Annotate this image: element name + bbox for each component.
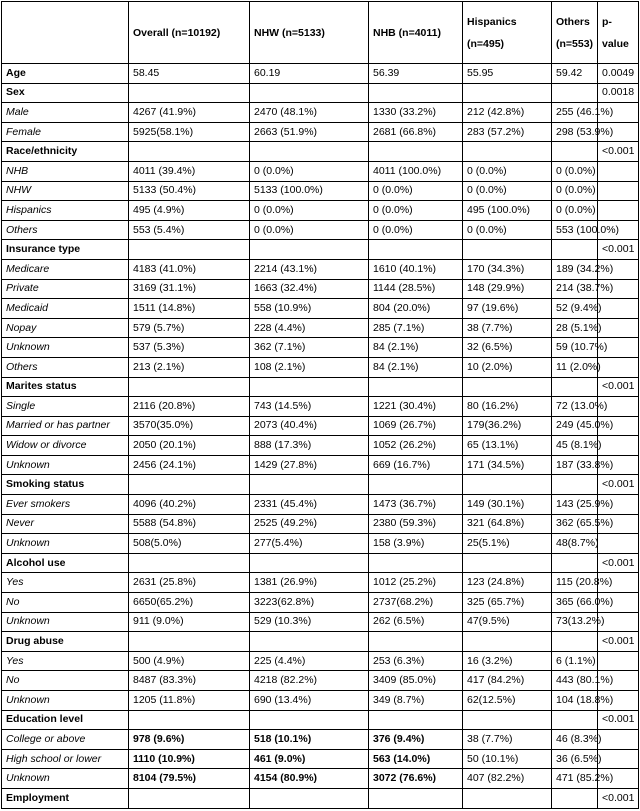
cell-variable: Unknown	[2, 769, 129, 789]
cell-others: 0 (0.0%)	[552, 161, 598, 181]
cell-p-value	[598, 357, 639, 377]
table-row	[2, 534, 639, 554]
table-row	[2, 769, 639, 789]
cell-hispanics: 55.95	[463, 64, 552, 84]
cell-hispanics: 10 (2.0%)	[463, 357, 552, 377]
cell-nhb	[369, 632, 463, 652]
cell-others	[552, 377, 598, 397]
cell-overall: 213 (2.1%)	[129, 357, 250, 377]
cell-p-value	[598, 201, 639, 221]
cell-nhb: 3409 (85.0%)	[369, 671, 463, 691]
cell-overall: 553 (5.4%)	[129, 220, 250, 240]
cell-variable: Nopay	[2, 318, 129, 338]
cell-p-value: <0.001	[598, 788, 639, 808]
cell-nhw: 461 (9.0%)	[250, 749, 369, 769]
cell-nhb: 0 (0.0%)	[369, 201, 463, 221]
cell-hispanics	[463, 240, 552, 260]
table-row	[2, 181, 639, 201]
cell-variable: Sex	[2, 83, 129, 103]
cell-others: 36 (6.5%)	[552, 749, 598, 769]
table-row	[2, 573, 639, 593]
cell-hispanics: 179(36.2%)	[463, 416, 552, 436]
cell-p-value	[598, 161, 639, 181]
table-row	[2, 691, 639, 711]
table-row	[2, 514, 639, 534]
cell-nhb: 1052 (26.2%)	[369, 436, 463, 456]
cell-others: 365 (66.0%)	[552, 593, 598, 613]
cell-nhb: 285 (7.1%)	[369, 318, 463, 338]
cell-p-value	[598, 318, 639, 338]
cell-nhw: 2331 (45.4%)	[250, 495, 369, 515]
cell-hispanics	[463, 632, 552, 652]
cell-hispanics: 149 (30.1%)	[463, 495, 552, 515]
cell-nhb: 253 (6.3%)	[369, 651, 463, 671]
cell-nhw: 2214 (43.1%)	[250, 259, 369, 279]
cell-variable: Hispanics	[2, 201, 129, 221]
cell-nhb: 376 (9.4%)	[369, 730, 463, 750]
cell-hispanics: 80 (16.2%)	[463, 397, 552, 417]
cell-overall: 1511 (14.8%)	[129, 299, 250, 319]
cell-nhw: 2525 (49.2%)	[250, 514, 369, 534]
cell-p-value: <0.001	[598, 142, 639, 162]
cell-variable: Others	[2, 220, 129, 240]
cell-hispanics	[463, 553, 552, 573]
cell-others: 471 (85.2%)	[552, 769, 598, 789]
cell-p-value	[598, 181, 639, 201]
cell-variable: Unknown	[2, 534, 129, 554]
cell-overall: 4096 (40.2%)	[129, 495, 250, 515]
cell-nhb: 1330 (33.2%)	[369, 103, 463, 123]
cell-nhw: 108 (2.1%)	[250, 357, 369, 377]
cell-p-value	[598, 436, 639, 456]
cell-nhw: 1663 (32.4%)	[250, 279, 369, 299]
cell-hispanics: 0 (0.0%)	[463, 181, 552, 201]
cell-variable: Yes	[2, 651, 129, 671]
cell-others: 0 (0.0%)	[552, 181, 598, 201]
cell-hispanics: 0 (0.0%)	[463, 220, 552, 240]
table-row	[2, 436, 639, 456]
cell-hispanics: 321 (64.8%)	[463, 514, 552, 534]
table-row	[2, 455, 639, 475]
cell-nhb: 2380 (59.3%)	[369, 514, 463, 534]
table-group-row	[2, 632, 639, 652]
cell-nhb: 1069 (26.7%)	[369, 416, 463, 436]
cell-overall: 3570(35.0%)	[129, 416, 250, 436]
cell-hispanics: 495 (100.0%)	[463, 201, 552, 221]
cell-nhw: 5133 (100.0%)	[250, 181, 369, 201]
table-group-row	[2, 553, 639, 573]
cell-overall: 911 (9.0%)	[129, 612, 250, 632]
cell-overall	[129, 788, 250, 808]
cell-hispanics: 32 (6.5%)	[463, 338, 552, 358]
table-row	[2, 161, 639, 181]
cell-nhw: 518 (10.1%)	[250, 730, 369, 750]
cell-nhb: 669 (16.7%)	[369, 455, 463, 475]
cell-others: 72 (13.0%)	[552, 397, 598, 417]
cell-hispanics: 170 (34.3%)	[463, 259, 552, 279]
cell-nhb: 158 (3.9%)	[369, 534, 463, 554]
cell-variable: Private	[2, 279, 129, 299]
cell-overall: 8487 (83.3%)	[129, 671, 250, 691]
cell-nhb: 3072 (76.6%)	[369, 769, 463, 789]
header-row	[2, 2, 639, 64]
cell-nhw	[250, 553, 369, 573]
table-row	[2, 103, 639, 123]
cell-nhw: 888 (17.3%)	[250, 436, 369, 456]
cell-overall	[129, 83, 250, 103]
cell-overall: 4183 (41.0%)	[129, 259, 250, 279]
cell-others: 298 (53.9%)	[552, 122, 598, 142]
cell-variable: Never	[2, 514, 129, 534]
cell-nhb: 56.39	[369, 64, 463, 84]
cell-overall: 495 (4.9%)	[129, 201, 250, 221]
cell-hispanics: 38 (7.7%)	[463, 318, 552, 338]
cell-overall: 1205 (11.8%)	[129, 691, 250, 711]
cell-variable: Male	[2, 103, 129, 123]
table-row	[2, 749, 639, 769]
cell-nhw: 0 (0.0%)	[250, 220, 369, 240]
cell-nhb: 0 (0.0%)	[369, 181, 463, 201]
cell-variable: Smoking status	[2, 475, 129, 495]
cell-overall: 3169 (31.1%)	[129, 279, 250, 299]
cell-hispanics	[463, 83, 552, 103]
cell-others: 115 (20.8%)	[552, 573, 598, 593]
cell-overall: 508(5.0%)	[129, 534, 250, 554]
table-row	[2, 299, 639, 319]
header-cell-others: Others (n=553)	[552, 2, 598, 64]
cell-others	[552, 83, 598, 103]
cell-variable: Female	[2, 122, 129, 142]
cell-p-value	[598, 534, 639, 554]
cell-nhb: 349 (8.7%)	[369, 691, 463, 711]
cell-others: 59 (10.7%)	[552, 338, 598, 358]
table-row	[2, 593, 639, 613]
cell-p-value: 0.0018	[598, 83, 639, 103]
cell-nhw: 0 (0.0%)	[250, 161, 369, 181]
cell-nhb: 84 (2.1%)	[369, 338, 463, 358]
cell-nhb: 563 (14.0%)	[369, 749, 463, 769]
cell-others: 255 (46.1%)	[552, 103, 598, 123]
cell-hispanics: 65 (13.1%)	[463, 436, 552, 456]
cell-variable: No	[2, 593, 129, 613]
cell-variable: NHB	[2, 161, 129, 181]
cell-nhb: 2737(68.2%)	[369, 593, 463, 613]
cell-variable: College or above	[2, 730, 129, 750]
table-group-row	[2, 710, 639, 730]
cell-others: 46 (8.3%)	[552, 730, 598, 750]
cell-others	[552, 710, 598, 730]
cell-variable: Single	[2, 397, 129, 417]
cell-hispanics: 25(5.1%)	[463, 534, 552, 554]
cell-hispanics: 38 (7.7%)	[463, 730, 552, 750]
cell-variable: Age	[2, 64, 129, 84]
cell-overall	[129, 553, 250, 573]
cell-others: 11 (2.0%)	[552, 357, 598, 377]
cell-nhw: 225 (4.4%)	[250, 651, 369, 671]
cell-nhw: 2073 (40.4%)	[250, 416, 369, 436]
cell-p-value: <0.001	[598, 553, 639, 573]
cell-hispanics	[463, 142, 552, 162]
cell-hispanics: 148 (29.9%)	[463, 279, 552, 299]
cell-others: 104 (18.8%)	[552, 691, 598, 711]
cell-hispanics: 283 (57.2%)	[463, 122, 552, 142]
cell-nhb: 2681 (66.8%)	[369, 122, 463, 142]
cell-others: 214 (38.7%)	[552, 279, 598, 299]
cell-others: 143 (25.9%)	[552, 495, 598, 515]
cell-p-value: <0.001	[598, 475, 639, 495]
table-row	[2, 357, 639, 377]
table-row	[2, 612, 639, 632]
header-cell-nhb: NHB (n=4011)	[369, 2, 463, 64]
cell-nhw: 277(5.4%)	[250, 534, 369, 554]
table-row	[2, 651, 639, 671]
cell-others: 52 (9.4%)	[552, 299, 598, 319]
cell-variable: No	[2, 671, 129, 691]
cell-variable: Medicare	[2, 259, 129, 279]
cell-overall: 5925(58.1%)	[129, 122, 250, 142]
header-cell-overall: Overall (n=10192)	[129, 2, 250, 64]
cell-nhw	[250, 632, 369, 652]
cell-variable: Alcohol use	[2, 553, 129, 573]
cell-nhw	[250, 142, 369, 162]
table-row	[2, 122, 639, 142]
table-row	[2, 338, 639, 358]
cell-overall: 58.45	[129, 64, 250, 84]
cell-nhw: 2470 (48.1%)	[250, 103, 369, 123]
cell-overall: 500 (4.9%)	[129, 651, 250, 671]
cell-nhw	[250, 710, 369, 730]
demographics-table	[1, 1, 639, 809]
cell-nhb: 1221 (30.4%)	[369, 397, 463, 417]
cell-variable: Married or has partner	[2, 416, 129, 436]
cell-hispanics: 62(12.5%)	[463, 691, 552, 711]
table-row	[2, 416, 639, 436]
cell-nhw	[250, 377, 369, 397]
table-group-row	[2, 475, 639, 495]
cell-variable: Insurance type	[2, 240, 129, 260]
cell-nhw	[250, 475, 369, 495]
cell-hispanics	[463, 475, 552, 495]
cell-variable: Unknown	[2, 338, 129, 358]
cell-nhb: 4011 (100.0%)	[369, 161, 463, 181]
cell-variable: Unknown	[2, 612, 129, 632]
cell-overall: 579 (5.7%)	[129, 318, 250, 338]
cell-overall	[129, 632, 250, 652]
cell-others	[552, 475, 598, 495]
table-row	[2, 259, 639, 279]
cell-others: 45 (8.1%)	[552, 436, 598, 456]
cell-overall: 2050 (20.1%)	[129, 436, 250, 456]
cell-others: 362 (65.5%)	[552, 514, 598, 534]
cell-p-value	[598, 749, 639, 769]
cell-nhb	[369, 240, 463, 260]
cell-hispanics: 50 (10.1%)	[463, 749, 552, 769]
cell-overall	[129, 240, 250, 260]
cell-hispanics: 417 (84.2%)	[463, 671, 552, 691]
cell-overall: 8104 (79.5%)	[129, 769, 250, 789]
cell-nhb: 1012 (25.2%)	[369, 573, 463, 593]
cell-variable: Unknown	[2, 455, 129, 475]
cell-p-value	[598, 730, 639, 750]
cell-nhw: 1429 (27.8%)	[250, 455, 369, 475]
cell-hispanics: 171 (34.5%)	[463, 455, 552, 475]
cell-hispanics: 325 (65.7%)	[463, 593, 552, 613]
cell-p-value: <0.001	[598, 710, 639, 730]
cell-others: 28 (5.1%)	[552, 318, 598, 338]
table-group-row	[2, 788, 639, 808]
table-group-row	[2, 83, 639, 103]
cell-nhb	[369, 475, 463, 495]
cell-overall: 4267 (41.9%)	[129, 103, 250, 123]
cell-nhb	[369, 710, 463, 730]
cell-nhb: 804 (20.0%)	[369, 299, 463, 319]
cell-nhw: 529 (10.3%)	[250, 612, 369, 632]
cell-nhw	[250, 240, 369, 260]
cell-others: 48(8.7%)	[552, 534, 598, 554]
cell-nhw	[250, 788, 369, 808]
cell-variable: Ever smokers	[2, 495, 129, 515]
cell-overall	[129, 475, 250, 495]
cell-variable: Employment	[2, 788, 129, 808]
cell-variable: Drug abuse	[2, 632, 129, 652]
cell-variable: Marites status	[2, 377, 129, 397]
cell-nhb	[369, 788, 463, 808]
cell-hispanics	[463, 377, 552, 397]
cell-p-value	[598, 299, 639, 319]
cell-others	[552, 240, 598, 260]
cell-overall: 1110 (10.9%)	[129, 749, 250, 769]
table-row	[2, 495, 639, 515]
cell-nhb	[369, 142, 463, 162]
table-row	[2, 201, 639, 221]
cell-others	[552, 632, 598, 652]
cell-nhw: 690 (13.4%)	[250, 691, 369, 711]
cell-variable: Yes	[2, 573, 129, 593]
cell-others	[552, 788, 598, 808]
table-row	[2, 279, 639, 299]
header-cell-nhw: NHW (n=5133)	[250, 2, 369, 64]
cell-overall	[129, 710, 250, 730]
cell-others: 6 (1.1%)	[552, 651, 598, 671]
cell-others	[552, 142, 598, 162]
cell-variable: Others	[2, 357, 129, 377]
cell-p-value	[598, 651, 639, 671]
cell-nhw: 1381 (26.9%)	[250, 573, 369, 593]
table-group-row	[2, 377, 639, 397]
cell-nhw: 362 (7.1%)	[250, 338, 369, 358]
cell-nhb: 1144 (28.5%)	[369, 279, 463, 299]
cell-hispanics	[463, 710, 552, 730]
cell-nhb: 262 (6.5%)	[369, 612, 463, 632]
cell-nhb: 84 (2.1%)	[369, 357, 463, 377]
table-row	[2, 220, 639, 240]
cell-overall	[129, 377, 250, 397]
cell-nhw: 0 (0.0%)	[250, 201, 369, 221]
cell-overall: 537 (5.3%)	[129, 338, 250, 358]
cell-overall: 5133 (50.4%)	[129, 181, 250, 201]
cell-hispanics: 212 (42.8%)	[463, 103, 552, 123]
cell-nhb: 1610 (40.1%)	[369, 259, 463, 279]
cell-nhw: 743 (14.5%)	[250, 397, 369, 417]
cell-p-value: 0.0049	[598, 64, 639, 84]
cell-others: 187 (33.8%)	[552, 455, 598, 475]
cell-others: 249 (45.0%)	[552, 416, 598, 436]
cell-overall: 4011 (39.4%)	[129, 161, 250, 181]
cell-nhb: 1473 (36.7%)	[369, 495, 463, 515]
cell-hispanics: 0 (0.0%)	[463, 161, 552, 181]
cell-nhb	[369, 83, 463, 103]
cell-nhw: 228 (4.4%)	[250, 318, 369, 338]
table-group-row	[2, 240, 639, 260]
cell-variable: Medicaid	[2, 299, 129, 319]
cell-hispanics: 123 (24.8%)	[463, 573, 552, 593]
table-body	[2, 64, 639, 809]
cell-nhw: 2663 (51.9%)	[250, 122, 369, 142]
cell-hispanics	[463, 788, 552, 808]
cell-others	[552, 553, 598, 573]
cell-nhw: 558 (10.9%)	[250, 299, 369, 319]
cell-p-value: <0.001	[598, 377, 639, 397]
header-cell-hispanics: Hispanics (n=495)	[463, 2, 552, 64]
cell-hispanics: 47(9.5%)	[463, 612, 552, 632]
cell-others: 73(13.2%)	[552, 612, 598, 632]
cell-variable: Widow or divorce	[2, 436, 129, 456]
cell-nhw	[250, 83, 369, 103]
cell-others: 553 (100.0%)	[552, 220, 598, 240]
cell-overall: 2116 (20.8%)	[129, 397, 250, 417]
cell-p-value: <0.001	[598, 240, 639, 260]
cell-variable: High school or lower	[2, 749, 129, 769]
cell-hispanics: 407 (82.2%)	[463, 769, 552, 789]
cell-variable: Unknown	[2, 691, 129, 711]
cell-nhb	[369, 377, 463, 397]
table-row	[2, 318, 639, 338]
cell-nhb	[369, 553, 463, 573]
cell-nhw: 4154 (80.9%)	[250, 769, 369, 789]
cell-p-value: <0.001	[598, 632, 639, 652]
cell-overall	[129, 142, 250, 162]
cell-variable: Education level	[2, 710, 129, 730]
header-cell-variable	[2, 2, 129, 64]
cell-others: 59.42	[552, 64, 598, 84]
cell-overall: 6650(65.2%)	[129, 593, 250, 613]
cell-nhw: 3223(62.8%)	[250, 593, 369, 613]
table-row	[2, 730, 639, 750]
cell-overall: 978 (9.6%)	[129, 730, 250, 750]
cell-overall: 2631 (25.8%)	[129, 573, 250, 593]
table-group-row	[2, 142, 639, 162]
table-row	[2, 671, 639, 691]
cell-hispanics: 97 (19.6%)	[463, 299, 552, 319]
cell-variable: NHW	[2, 181, 129, 201]
cell-nhw: 60.19	[250, 64, 369, 84]
table-group-row	[2, 64, 639, 84]
cell-others: 443 (80.1%)	[552, 671, 598, 691]
cell-overall: 2456 (24.1%)	[129, 455, 250, 475]
cell-nhb: 0 (0.0%)	[369, 220, 463, 240]
header-cell-p-value: p-value	[598, 2, 639, 64]
cell-nhw: 4218 (82.2%)	[250, 671, 369, 691]
cell-others: 189 (34.2%)	[552, 259, 598, 279]
cell-variable: Race/ethnicity	[2, 142, 129, 162]
table-row	[2, 397, 639, 417]
cell-hispanics: 16 (3.2%)	[463, 651, 552, 671]
cell-others: 0 (0.0%)	[552, 201, 598, 221]
cell-overall: 5588 (54.8%)	[129, 514, 250, 534]
